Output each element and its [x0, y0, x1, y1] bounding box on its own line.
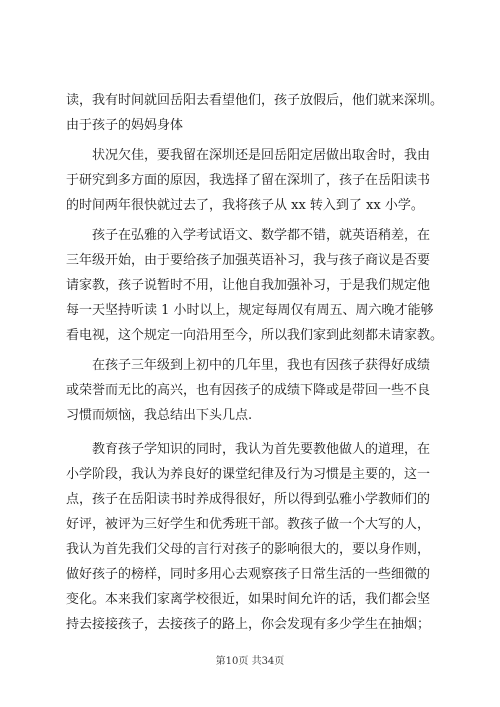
- text-line: 教育孩子学知识的同时，我认为首先要教他做人的道理，在: [92, 442, 431, 457]
- text-line: 习惯而烦恼，我总结出下头几点.: [66, 408, 253, 423]
- text-line: 每一天坚持听读 1 小时以上，规定每周仅有周五、周六晚才能够: [66, 303, 434, 318]
- text-line: 做好孩子的榜样，同时多用心去观察孩子日常生活的一些细微的: [66, 567, 431, 582]
- text-line: 读，我有时间就回岳阳去看望他们，孩子放假后，他们就来深圳。: [66, 93, 444, 108]
- text-line: 变化。本来我们家离学校很近，如果时间允许的话，我们都会坚: [66, 592, 431, 607]
- text-line: 好评，被评为三好学生和优秀班干部。教孩子做一个大写的人，: [66, 517, 431, 532]
- text-line: 的时间两年很快就过去了，我将孩子从 xx 转入到了 xx 小学。: [66, 198, 424, 213]
- text-line: 看电视，这个规定一向沿用至今，所以我们家到此刻都未请家教。: [66, 328, 444, 343]
- page-number-footer: 第10页 共34页: [215, 656, 285, 667]
- text-line: 三年级开始，由于要给孩子加强英语补习，我与孩子商议是否要: [66, 253, 431, 268]
- text-line: 孩子在弘雅的入学考试语文、数学都不错，就英语稍差，在: [92, 228, 431, 243]
- text-line: 在孩子三年级到上初中的几年里，我也有因孩子获得好成绩: [92, 358, 431, 373]
- text-line: 状况欠佳，要我留在深圳还是回岳阳定居做出取舍时，我由: [92, 148, 431, 163]
- text-line: 点，孩子在岳阳读书时养成得很好，所以得到弘雅小学教师们的: [66, 492, 431, 507]
- text-line: 持去接接孩子，去接孩子的路上，你会发现有多少学生在抽烟；: [66, 617, 431, 632]
- text-line: 请家教，孩子说暂时不用，让他自我加强补习，于是我们规定他: [66, 278, 431, 293]
- document-body: [66, 88, 444, 637]
- text-line: 于研究到多方面的原因，我选择了留在深圳了，孩子在岳阳读书: [66, 173, 431, 188]
- text-line: 我认为首先我们父母的言行对孩子的影响很大的，要以身作则，: [66, 542, 431, 557]
- text-line: 由于孩子的妈妈身体: [66, 118, 184, 133]
- text-line: 小学阶段，我认为养良好的课堂纪律及行为习惯是主要的，这一: [66, 467, 431, 482]
- text-line: 或荣誉而无比的高兴，也有因孩子的成绩下降或是带回一些不良: [66, 383, 431, 398]
- paragraph-gap: [66, 428, 438, 437]
